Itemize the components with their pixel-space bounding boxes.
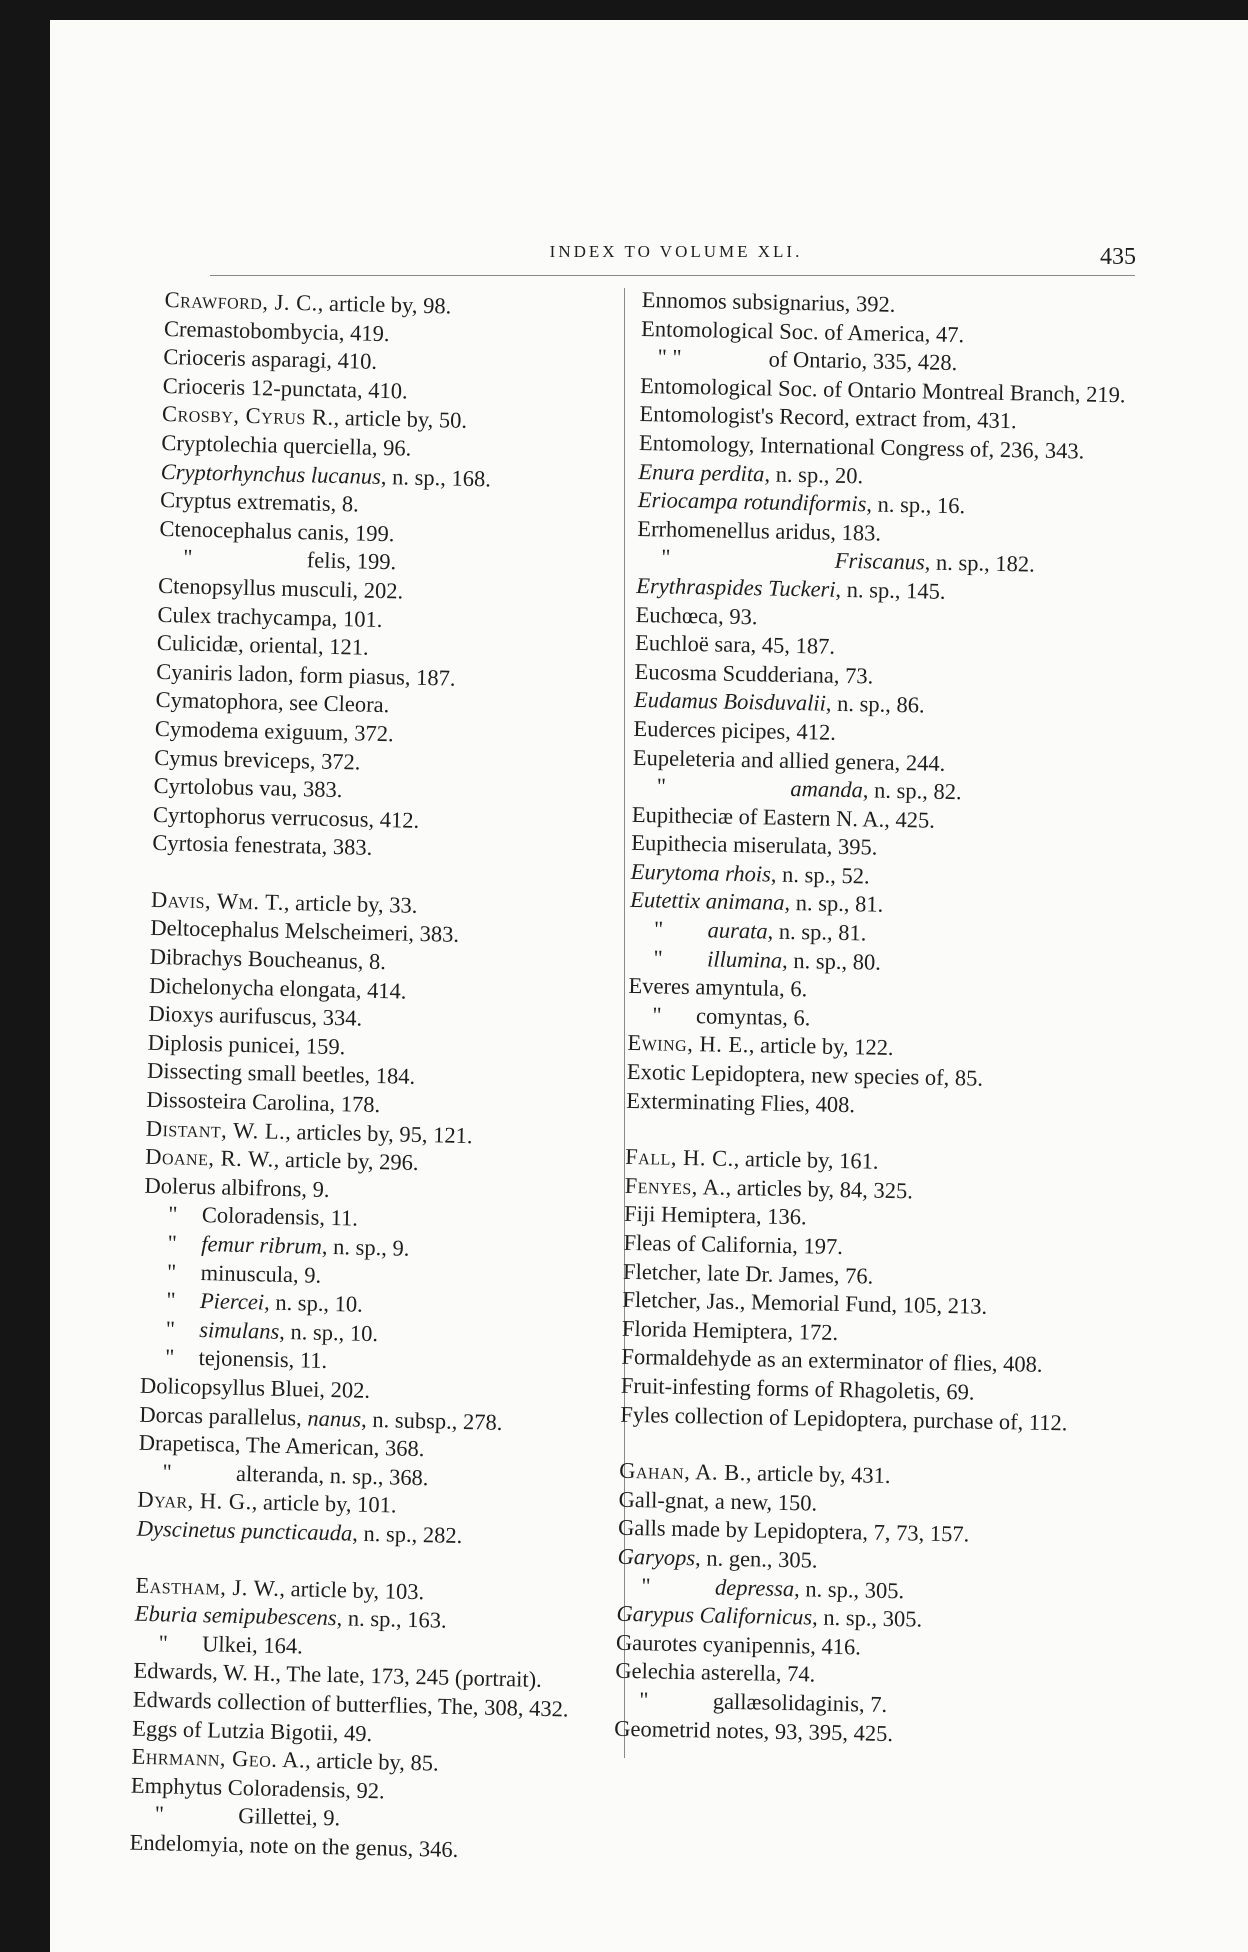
entry-rest: , n. sp., 20. [764, 460, 864, 488]
entry-text: Ulkei, 164. [201, 1630, 304, 1659]
entry-text: Ennomos subsignarius, 392. [641, 286, 896, 317]
entry-lead: Dyscinetus puncticauda [136, 1515, 353, 1546]
entry-text: felis, 199. [306, 547, 397, 575]
entry-text: Ctenopsyllus musculi, 202. [157, 572, 404, 604]
ditto-mark: " [158, 1629, 169, 1656]
entry-rest: , article by, 122. [748, 1032, 894, 1061]
entry-lead: Gahan, A. B. [619, 1457, 747, 1486]
entry-text: Deltocephalus Melscheimeri, 383. [150, 915, 460, 948]
entry-lead: Eburia semipubescens [134, 1600, 337, 1631]
entry-lead: Eastham, J. W. [135, 1572, 280, 1601]
entry-rest: , n. subsp., 278. [360, 1406, 503, 1435]
entry-rest: , n. sp., 86. [825, 690, 925, 718]
entry-lead: Dorcas parallelus, [139, 1401, 308, 1431]
entry-rest: , article by, 50. [333, 405, 468, 434]
entry-text: Entomology, International Congress of, 236, 343. [638, 429, 1085, 464]
ditto-mark: " [639, 1687, 649, 1713]
entry-rest: , articles by, 84, 325. [725, 1174, 914, 1204]
entry-rest: , n. sp., 305. [793, 1575, 905, 1603]
entry-lead: Enura perdita [638, 458, 765, 486]
entry-rest: , article by, 296. [273, 1146, 419, 1176]
entry-text: Cremastobombycia, 419. [163, 315, 390, 346]
entry-rest: , n. sp., 182. [924, 549, 1035, 577]
entry-text: Gaurotes cyanipennis, 416. [615, 1629, 862, 1660]
entry-text: Florida Hemiptera, 172. [621, 1315, 839, 1345]
entry-text: Coloradensis, 11. [201, 1202, 359, 1232]
entry-lead: Garypus Californicus [616, 1600, 813, 1630]
entry-text: Emphytus Coloradensis, 92. [130, 1772, 385, 1804]
entry-text: Cymatophora, see Cleora. [155, 687, 390, 718]
entry-text: Geometrid notes, 93, 395, 425. [614, 1715, 894, 1746]
entry-rest: , article by, 161. [733, 1146, 879, 1174]
ditto-mark: " [154, 1801, 165, 1827]
entry-text: Galls made by Lepidoptera, 7, 73, 157. [617, 1515, 970, 1547]
entry-lead: Ehrmann, Geo. A. [131, 1743, 306, 1773]
entry-rest: , n. sp., 282. [352, 1520, 463, 1549]
entry-text: Fruit-infesting forms of Rhagoletis, 69. [620, 1372, 975, 1405]
entry-text: Culex trachycampa, 101. [157, 601, 383, 632]
entry-rest: , n. sp., 10. [279, 1318, 379, 1346]
entry-text: tejonensis, 11. [198, 1345, 328, 1374]
entry-lead: Eriocampa rotundiformis [637, 487, 867, 517]
entry-lead: Eutettix animana [629, 887, 785, 916]
entry-text: Dioxys aurifuscus, 334. [148, 1001, 363, 1031]
entry-lead: aurata [707, 917, 768, 944]
entry-text: Crioceris asparagi, 410. [163, 344, 378, 375]
entry-rest: , n. sp., 81. [784, 890, 884, 918]
entry-rest: , n. sp., 16. [866, 491, 966, 519]
entry-rest: , n. sp., 163. [336, 1605, 447, 1633]
entry-rest: , n. sp., 305. [811, 1604, 923, 1632]
entry-rest: , n. sp., 10. [263, 1289, 364, 1317]
entry-text: Drapetisca, The American, 368. [138, 1429, 425, 1462]
entry-text: Gall-gnat, a new, 150. [618, 1486, 818, 1516]
entry-rest: , article by, 98. [317, 290, 452, 319]
entry-text: Endelomyia, note on the genus, 346. [129, 1829, 459, 1862]
entry-text: Dissosteira Carolina, 178. [146, 1086, 381, 1118]
entry-text: Cryptolechia querciella, 96. [161, 429, 412, 461]
entry-text: Dichelonycha elongata, 414. [148, 972, 407, 1004]
ditto-mark: " [653, 916, 664, 942]
entry-text: Gelechia asterella, 74. [615, 1658, 816, 1687]
entry-lead: femur ribrum [201, 1231, 323, 1259]
entry-rest: , n. sp., 168. [380, 463, 492, 492]
entry-lead: Fall, H. C. [625, 1144, 735, 1172]
entry-rest: , n. sp., 81. [767, 918, 867, 946]
entry-text: Euderces picipes, 412. [633, 715, 837, 745]
entry-text: Exterminating Flies, 408. [626, 1087, 856, 1117]
entry-rest: , article by, 103. [279, 1575, 425, 1604]
entry-text: Cyrtosia fenestrata, 383. [152, 830, 373, 861]
entry-lead: Dyar, H. G. [137, 1487, 253, 1515]
ditto-mark: " [182, 544, 193, 571]
index-column-left [129, 286, 615, 1867]
entry-text: Entomological Soc. of Ontario Montreal Branch, 219. [639, 372, 1126, 408]
entry-lead: illumina [706, 946, 783, 973]
entry-lead: Ewing, H. E. [627, 1030, 750, 1058]
entry-text: Cyaniris ladon, form piasus, 187. [155, 658, 456, 691]
entry-text: Eupithecia miserulata, 395. [631, 830, 878, 860]
entry-text: Entomologist's Record, extract from, 431. [639, 401, 1017, 434]
entry-text: Dolicopsyllus Bluei, 202. [139, 1372, 371, 1403]
entry-text: gallæsolidaginis, 7. [712, 1688, 888, 1717]
ditto-mark: " " [657, 344, 682, 370]
ditto-mark: " [162, 1459, 172, 1485]
entry-text: Exotic Lepidoptera, new species of, 85. [626, 1058, 984, 1091]
entry-text: Fleas of California, 197. [623, 1229, 844, 1260]
entry-text: Cyrtophorus verrucosus, 412. [152, 801, 420, 833]
entry-text: Edwards, W. H., The late, 173, 245 (portrait). [133, 1657, 543, 1693]
entry-rest: , article by, 101. [251, 1489, 397, 1518]
index-column-right [614, 286, 1132, 1752]
entry-lead: Eudamus Boisduvalii [633, 687, 827, 716]
entry-text: Cryptus extrematis, 8. [159, 487, 360, 517]
entry-text: Entomological Soc. of America, 47. [640, 315, 965, 347]
entry-mid: nanus [307, 1405, 362, 1432]
ditto-mark: " [656, 773, 667, 799]
ditto-mark: " [660, 544, 671, 570]
entry-lead: Crawford, J. C. [164, 286, 319, 316]
entry-lead: Distant, W. L. [145, 1115, 286, 1144]
entry-text: Cymodema exiguum, 372. [154, 715, 394, 747]
entry-text: Ctenocephalus canis, 199. [159, 515, 395, 547]
entry-lead: simulans [199, 1316, 280, 1344]
entry-lead: Garyops [617, 1543, 696, 1571]
running-head: INDEX TO VOLUME XLI. [549, 242, 803, 261]
entry-text: Eucosma Scudderiana, 73. [634, 658, 874, 689]
ditto-mark: " [652, 1002, 662, 1028]
entry-text: Eupitheciæ of Eastern N. A., 425. [631, 801, 936, 833]
entry-text: alteranda, n. sp., 368. [235, 1460, 429, 1491]
ditto-mark: " [166, 1287, 176, 1313]
entry-text: Eggs of Lutzia Bigotii, 49. [132, 1715, 373, 1746]
page-header [235, 240, 1117, 264]
entry-rest: , n. sp., 145. [835, 576, 946, 604]
entry-text: Gillettei, 9. [238, 1803, 341, 1831]
entry-text: Crioceris 12-punctata, 410. [162, 372, 408, 404]
entry-text: Euchloë sara, 45, 187. [634, 630, 836, 659]
entry-text: Everes amyntula, 6. [628, 973, 808, 1002]
entry-rest: , n. sp., 52. [770, 861, 870, 889]
entry-lead: Cryptorhynchus lucanus [160, 458, 382, 489]
ditto-mark: " [166, 1258, 177, 1285]
ditto-mark: " [641, 1572, 651, 1598]
entry-lead: Doane, R. W. [144, 1143, 275, 1172]
entry-rest: , article by, 33. [283, 889, 418, 918]
entry-text: Dissecting small beetles, 184. [146, 1058, 416, 1090]
ditto-mark: " [653, 945, 663, 971]
entry-text: Formaldehyde as an exterminator of flies, 408. [621, 1344, 1043, 1378]
entry-text: Euchœca, 93. [635, 601, 758, 629]
entry-text: Errhomenellus aridus, 183. [637, 515, 882, 546]
entry-text: Cyrtolobus vau, 383. [153, 772, 343, 803]
entry-text: of Ontario, 335, 428. [768, 346, 958, 376]
entry-text: Diplosis punicei, 159. [147, 1029, 346, 1060]
entry-text: Cymus breviceps, 372. [154, 744, 361, 775]
entry-text: Fletcher, Jas., Memorial Fund, 105, 213. [622, 1287, 988, 1319]
entry-text: Fyles collection of Lepidoptera, purchase of, 112. [620, 1401, 1068, 1435]
page-number: 435 [1100, 244, 1136, 270]
ditto-mark: " [167, 1230, 178, 1256]
entry-text: Fiji Hemiptera, 136. [623, 1201, 807, 1230]
header-rule [210, 275, 1135, 276]
entry-lead: Erythraspides Tuckeri [636, 572, 836, 602]
entry-rest: , n. gen., 305. [694, 1545, 818, 1573]
entry-text: Dolerus albifrons, 9. [144, 1172, 330, 1202]
entry-rest: , n. sp., 82. [862, 777, 962, 805]
entry-lead: depressa [714, 1574, 795, 1601]
entry-lead: amanda [790, 776, 864, 803]
entry-text: Culicidæ, oriental, 121. [156, 630, 369, 660]
entry-text: Fletcher, late Dr. James, 76. [622, 1258, 874, 1289]
entry-rest: , n. sp., 80. [781, 947, 882, 975]
entry-text: comyntas, 6. [695, 1003, 811, 1031]
entry-lead: Piercei [199, 1288, 265, 1315]
entry-text: Dibrachys Boucheanus, 8. [149, 943, 387, 975]
entry-text: Edwards collection of butterflies, The, 308, 432. [132, 1686, 569, 1722]
book-page [50, 20, 1248, 1952]
entry-lead: Friscanus [834, 548, 925, 575]
entry-rest: , n. sp., 9. [321, 1233, 410, 1261]
ditto-mark: " [168, 1201, 178, 1227]
entry-lead: Eurytoma rhois [630, 858, 772, 887]
entry-text: Eupeleteria and allied genera, 244. [632, 744, 946, 776]
entry-lead: Fenyes, A. [624, 1172, 726, 1200]
ditto-mark: " [164, 1344, 175, 1370]
entry-rest: , article by, 85. [304, 1747, 439, 1776]
entry-lead: Crosby, Cyrus R. [161, 401, 334, 431]
entry-rest: , articles by, 95, 121. [285, 1118, 473, 1148]
entry-lead: Davis, Wm. T. [150, 886, 285, 915]
entry-rest: , article by, 431. [745, 1460, 891, 1489]
ditto-mark: " [165, 1316, 176, 1342]
entry-text: minuscula, 9. [200, 1259, 322, 1288]
